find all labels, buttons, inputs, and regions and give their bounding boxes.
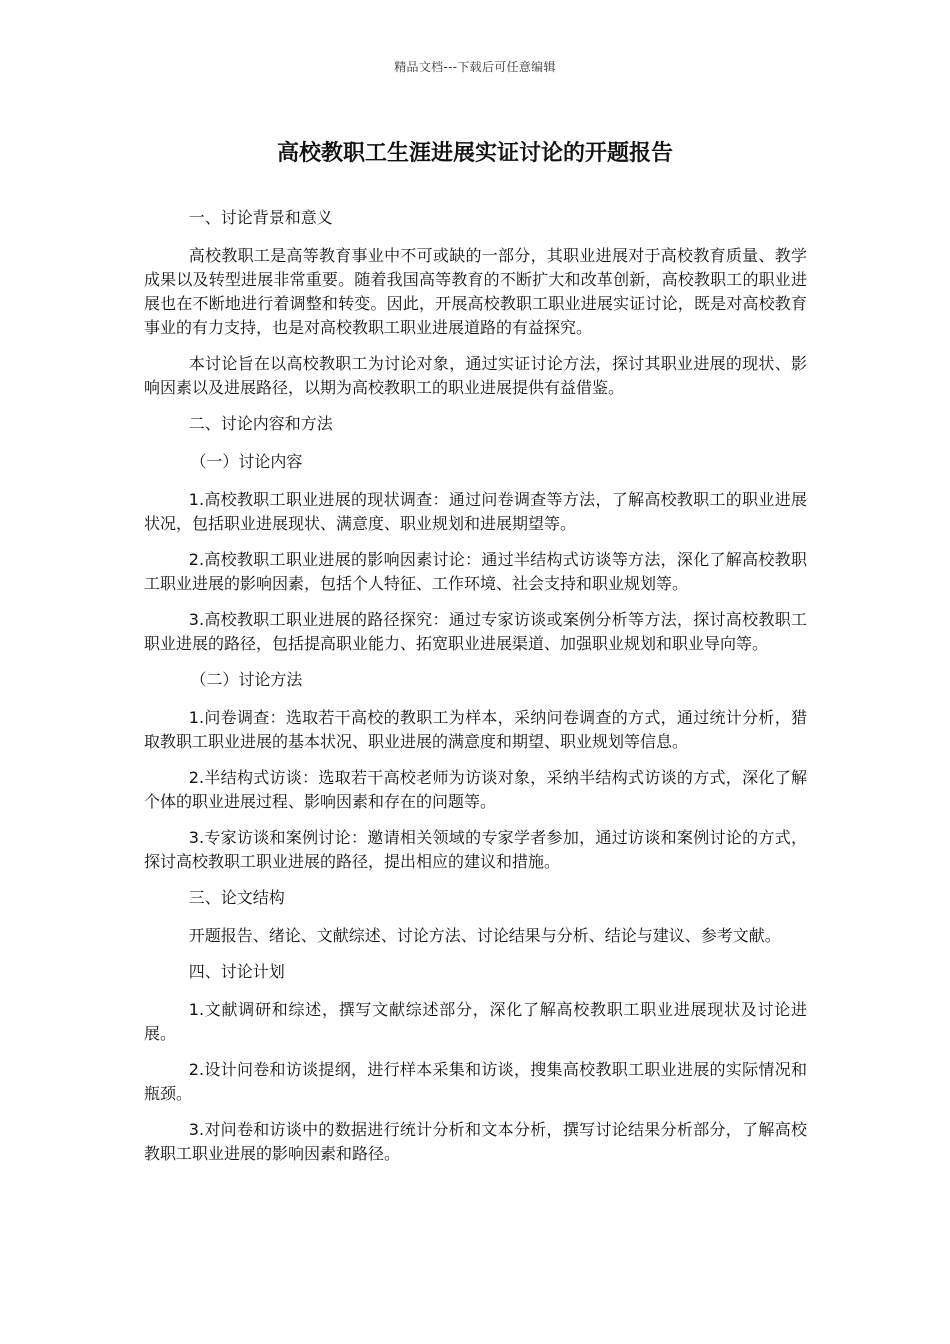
page-header-note: 精品文档---下载后可任意编辑 xyxy=(394,60,556,74)
section-heading-content-method: 二、讨论内容和方法 xyxy=(188,414,333,433)
content-item-1: 1.高校教职工职业进展的现状调查：通过问卷调查等方法，了解高校教职工的职业进展状况，包括职业进展现状、满意度、职业规划和进展期望等。 xyxy=(144,490,807,533)
content-item-2: 2.高校教职工职业进展的影响因素讨论：通过半结构式访谈等方法，深化了解高校教职工职业进展的影响因素，包括个人特征、工作环境、社会支持和职业规划等。 xyxy=(144,550,807,593)
paragraph-background-1: 高校教职工是高等教育事业中不可或缺的一部分，其职业进展对于高校教育质量、教学成果以及转型进展非常重要。随着我国高等教育的不断扩大和改革创新，高校教职工的职业进展也在不断地进行着调整和转变。因此，开展高校教职工职业进展实证讨论，既是对高校教育事业的有力支持，也是对高校教职工职业进展道路的有益探究。 xyxy=(144,246,807,337)
section-heading-structure: 三、论文结构 xyxy=(188,888,285,907)
paragraph-background-2: 本讨论旨在以高校教职工为讨论对象，通过实证讨论方法，探讨其职业进展的现状、影响因素以及进展路径，以期为高校教职工的职业进展提供有益借鉴。 xyxy=(144,354,807,397)
method-item-1: 1.问卷调查：选取若干高校的教职工为样本，采纳问卷调查的方式，通过统计分析，猎取教职工职业进展的基本状况、职业进展的满意度和期望、职业规划等信息。 xyxy=(144,708,807,751)
plan-item-1: 1.文献调研和综述，撰写文献综述部分，深化了解高校教职工职业进展现状及讨论进展。 xyxy=(144,1000,807,1043)
subheading-research-method: （二）讨论方法 xyxy=(190,670,303,689)
document-title: 高校教职工生涯进展实证讨论的开题报告 xyxy=(276,141,673,166)
plan-item-3: 3.对问卷和访谈中的数据进行统计分析和文本分析，撰写讨论结果分析部分，了解高校教职工职业进展的影响因素和路径。 xyxy=(144,1120,807,1163)
subheading-research-content: （一）讨论内容 xyxy=(190,452,303,471)
plan-item-2: 2.设计问卷和访谈提纲，进行样本采集和访谈，搜集高校教职工职业进展的实际情况和瓶颈。 xyxy=(144,1060,807,1103)
paragraph-structure: 开题报告、绪论、文献综述、讨论方法、讨论结果与分析、结论与建议、参考文献。 xyxy=(188,926,781,945)
section-heading-background: 一、讨论背景和意义 xyxy=(188,208,333,227)
document-body xyxy=(144,206,807,1178)
method-item-2: 2.半结构式访谈：选取若干高校老师为访谈对象，采纳半结构式访谈的方式，深化了解个体的职业进展过程、影响因素和存在的问题等。 xyxy=(144,768,807,811)
method-item-3: 3.专家访谈和案例讨论：邀请相关领域的专家学者参加，通过访谈和案例讨论的方式，探讨高校教职工职业进展的路径，提出相应的建议和措施。 xyxy=(144,828,807,871)
section-heading-plan: 四、讨论计划 xyxy=(188,962,285,981)
content-item-3: 3.高校教职工职业进展的路径探究：通过专家访谈或案例分析等方法，探讨高校教职工职业进展的路径，包括提高职业能力、拓宽职业进展渠道、加强职业规划和职业导向等。 xyxy=(144,610,807,653)
